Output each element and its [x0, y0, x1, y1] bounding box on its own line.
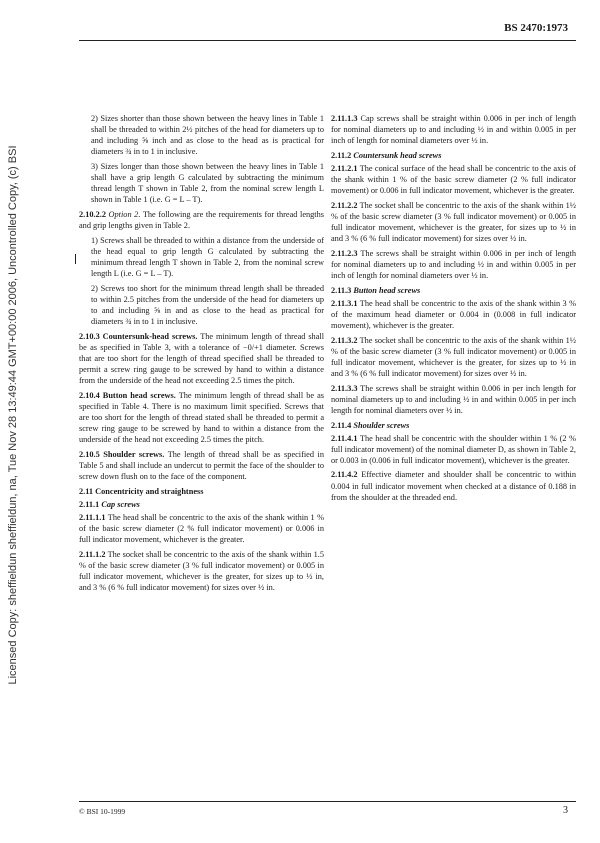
section-title: Button head screws — [353, 285, 421, 295]
left-column — [79, 113, 324, 597]
section-number: 2.11.1.3 — [331, 114, 358, 123]
section-number: 2.11.3.1 — [331, 298, 358, 308]
section-text: The minimum length of thread shall be as specified in Table 4. There is no maximum limit specified. Screws that are too short for the length of thread stated shall be threaded to permit a screw ring gauge to be screwed by hand to within a distance from the underside of the head not exceeding 2.5 times the pitch. — [79, 390, 324, 445]
section-title: Shoulder screws — [353, 420, 410, 430]
section-number: 2.11.1.2 — [79, 549, 106, 559]
header-rule — [79, 40, 576, 41]
section-number: 2.11.3 — [331, 285, 352, 295]
section-heading-2-11-2 — [331, 150, 576, 161]
section-2-11-2-3 — [331, 248, 576, 281]
section-number: 2.11.2.1 — [331, 163, 358, 173]
paragraph: 1) Screws shall be threaded to within a distance from the underside of the head equal to grip length G calculated by subtracting the minimum thread length T shown in Table 2, from the nominal screw length L (i.e. G = L – T). — [91, 235, 324, 278]
section-text: Cap screws shall be straight within 0.006 in per inch of length for nominal diameters up to and including ½ in and within 0.005 in per inch of length for nominal diameters over ½ in. — [331, 114, 576, 146]
section-number: 2.11.4.2 — [331, 470, 358, 480]
section-title: 2.10.3 Countersunk-head screws. — [79, 331, 198, 341]
section-2-11-4-2 — [331, 469, 576, 502]
section-text: The socket shall be concentric to the axis of the shank within 1½ % of the basic screw diameter (3 % full indicator movement) or 0.005 in full indicator movement, whichever is the greater, for sizes up to ½ in and 3 % (6 % full indicator movement) for sizes over ½ in. — [331, 200, 576, 244]
footer-rule — [79, 801, 576, 802]
section-heading-2-11: 2.11 Concentricity and straightness — [79, 486, 204, 496]
section-number: 2.11.1 — [79, 499, 100, 509]
right-column — [331, 113, 576, 506]
section-heading-2-11-3 — [331, 285, 576, 296]
paragraph: 2) Screws too short for the minimum thread length shall be threaded to within 2.5 pitches from the underside of the head for diameters up to and including ⅝ in and as close to the head as practical for diameters ¾ in to 1 in inclusive. — [91, 283, 324, 326]
section-2-10-5 — [79, 449, 324, 482]
section-number: 2.11.3.3 — [331, 383, 358, 393]
section-heading-2-11-4 — [331, 420, 576, 431]
section-2-10-3 — [79, 331, 324, 386]
section-text: The length of thread shall be as specified in Table 5 and shall include an undercut to permit the face of the shoulder to screw down flush on to the face of the component. — [79, 449, 324, 481]
section-2-11-3-3 — [331, 383, 576, 416]
section-2-11-2-2 — [331, 200, 576, 244]
section-text: Effective diameter and shoulder shall be concentric to within 0.004 in full indicator movement when checked at a distance of 0.188 in from the shoulder at the threaded end. — [331, 470, 576, 502]
standard-reference: BS 2470:1973 — [504, 22, 568, 34]
section-number: 2.11.3.2 — [331, 335, 358, 345]
section-text: The minimum length of thread shall be as specified in Table 3, with a tolerance of −0/+1 diameter. Screws that are too short for the length of thread specified shall be threaded to permit a screw ring gauge to be screwed by hand to within a distance from the underside of the head not exceeding 2.5 times the pitch. — [79, 331, 324, 386]
section-number: 2.11.4.1 — [331, 433, 358, 443]
section-2-10-4 — [79, 390, 324, 445]
section-text: The conical surface of the head shall be concentric to the axis of the shank within 1 % of the basic screw diameter (2 % full indicator movement) or 0.006 in full indicator movement, whichever is the greater. — [331, 163, 576, 196]
section-text: The following are the requirements for thread lengths and grip lengths given in Table 2. — [79, 209, 324, 231]
section-2-11-1-3 — [331, 113, 576, 146]
section-2-11-3-2 — [331, 335, 576, 379]
license-watermark — [2, 115, 24, 715]
section-2-11-1-1 — [79, 512, 324, 545]
section-number: 2.11.2.2 — [331, 200, 358, 210]
section-number: 2.10.2.2 — [79, 209, 106, 219]
section-title: Cap screws — [101, 499, 140, 509]
section-heading-2-11-1 — [79, 499, 324, 510]
license-watermark-text: Licensed Copy: sheffieldun sheffieldun, na, Tue Nov 28 13:49:44 GMT+00:00 2006, Uncontrolled Copy, (c) BSI — [7, 145, 19, 685]
section-number: 2.11.4 — [331, 420, 352, 430]
section-number: 2.11.1.1 — [79, 512, 106, 522]
section-2-11-3-1 — [331, 298, 576, 331]
footer-copyright: © BSI 10-1999 — [79, 807, 126, 816]
section-title: 2.10.4 Button head screws. — [79, 390, 176, 400]
section-text: The head shall be concentric to the axis of the shank within 1 % of the basic screw diameter (2 % full indicator movement) or 0.006 in full indicator movement, whichever is the greater. — [79, 512, 324, 545]
paragraph: 3) Sizes longer than those shown between the heavy lines in Table 1 shall have a grip length G calculated by subtracting the minimum thread length T shown in Table 2, from the nominal screw length L shown in Table 1 (i.e. G = L – T). — [91, 161, 324, 205]
section-text: The screws shall be straight within 0.006 in per inch length for nominal diameters up to and including ½ in and within 0.005 in per inch length for nominal diameters over ½ in. — [331, 383, 576, 415]
section-2-11-2-1 — [331, 163, 576, 196]
section-2-11-1-2 — [79, 549, 324, 593]
section-2-11-4-1 — [331, 433, 576, 466]
section-text: The socket shall be concentric to the axis of the shank within 1½ % of the basic screw diameter (3 % full indicator movement) or 0.005 in full indicator movement, whichever is the greater, for sizes up to ½ in and 3 % (6 % full indicator movement) for sizes over ½ in. — [331, 335, 576, 378]
section-title: Option 2. — [108, 209, 141, 219]
section-text: The socket shall be concentric to the axis of the shank within 1.5 % of the basic screw diameter (3 % full indicator movement) or 0.005 in full indicator movement, whichever is the greater, for sizes up to ½ in, and 3 % (6 % full indicator movement) for sizes over ½ in. — [79, 549, 324, 592]
section-text: The head shall be concentric to the axis of the shank within 3 % of the maximum head diameter or 0.004 in (0.008 in full indicator movement), whichever is the greater. — [331, 298, 576, 330]
change-bar — [75, 254, 76, 264]
page-number: 3 — [563, 805, 568, 816]
section-title: 2.10.5 Shoulder screws. — [79, 449, 165, 459]
section-number: 2.11.2 — [331, 150, 352, 160]
section-text: The screws shall be straight within 0.006 in per inch of length for nominal diameters up to and including ½ in and within 0.005 in per inch of length for nominal diameters over ½ in. — [331, 248, 576, 280]
section-2-10-2-2 — [79, 209, 324, 231]
section-title: Countersunk head screws — [353, 150, 442, 160]
section-text: The head shall be concentric with the shoulder within 1 % (2 % full indicator movement) of the nominal diameter D, as shown in Table 2, or 0.003 in (0.006 in full indicator movement), whichever is the greater. — [331, 433, 576, 465]
section-number: 2.11.2.3 — [331, 248, 358, 258]
paragraph: 2) Sizes shorter than those shown between the heavy lines in Table 1 shall be threaded to within 2½ pitches of the head for diameters up to and including ⅝ inch and as close to the head as is practical for diameters ¾ in to 1 in inclusive. — [91, 114, 324, 157]
